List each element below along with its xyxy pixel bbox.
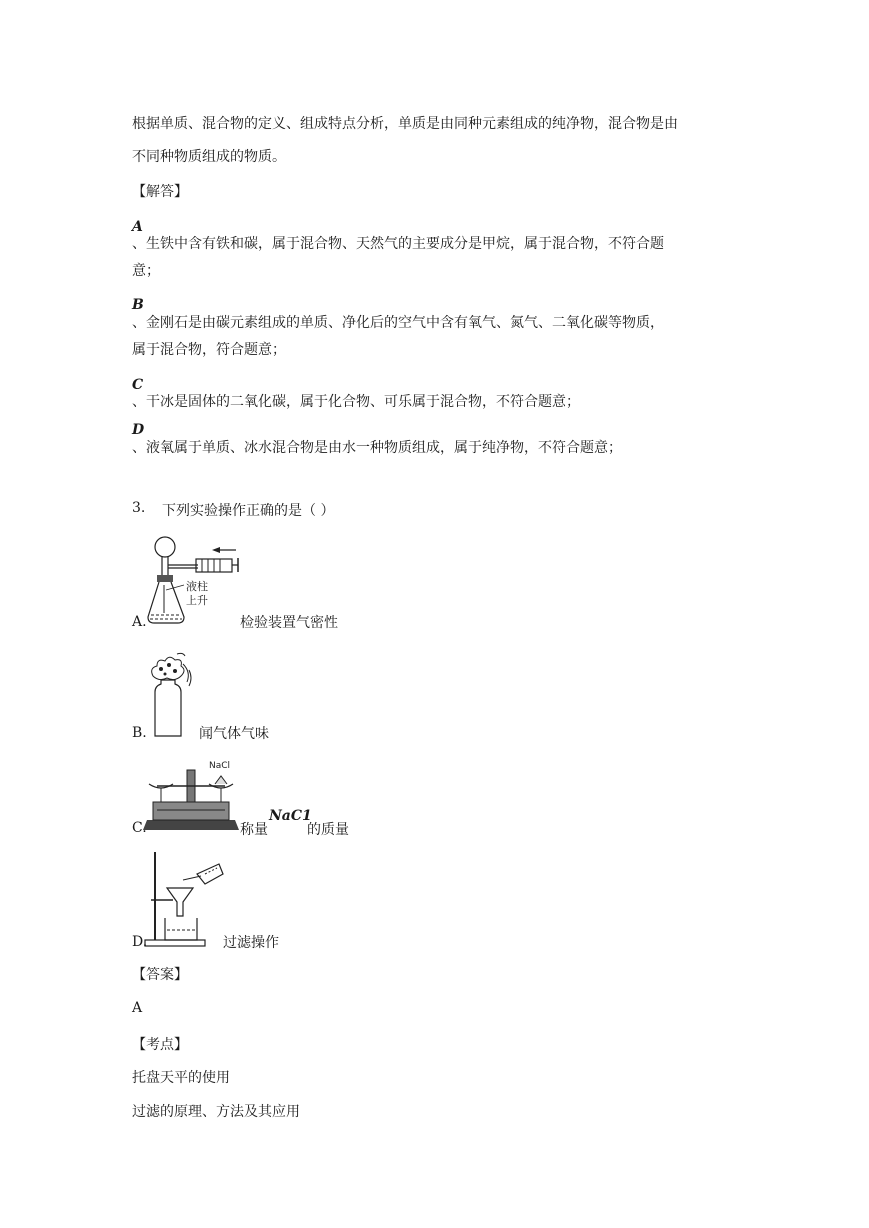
answer-heading: 【答案】: [132, 967, 188, 983]
option-d-line-1: 、液氧属于单质、冰水混合物是由水一种物质组成，属于纯净物，不符合题意；: [132, 440, 622, 456]
question-number: 3.: [132, 500, 146, 516]
option-c-letter: C: [132, 377, 144, 393]
figure-a-label-2: 上升: [186, 594, 208, 607]
choice-c-formula: NaC1: [269, 808, 312, 824]
kaodian-item: 托盘天平的使用: [132, 1070, 230, 1086]
option-b-letter: B: [132, 297, 144, 313]
analysis-line-2: 不同种物质组成的物质。: [132, 149, 286, 165]
choice-c-caption-after: 的质量: [307, 822, 349, 838]
option-a-line-1: 、生铁中含有铁和碳，属于混合物、天然气的主要成分是甲烷，属于混合物，不符合题: [132, 236, 664, 252]
figure-c-balance: [143, 758, 239, 836]
choice-c-caption-before: 称量: [240, 822, 268, 838]
option-b-line-2: 属于混合物，符合题意；: [132, 342, 286, 358]
option-a-letter: A: [132, 219, 143, 235]
choice-a-label: A.: [132, 614, 147, 630]
choice-b-caption: 闻气体气味: [199, 726, 269, 742]
choice-c-label: C.: [132, 820, 147, 836]
figure-d-filtration: [143, 850, 223, 948]
kaodian-heading: 【考点】: [132, 1037, 188, 1053]
solution-heading: 【解答】: [132, 184, 188, 200]
answer-value: A: [132, 1000, 143, 1016]
option-d-letter: D: [132, 422, 145, 438]
choice-d-caption: 过滤操作: [223, 935, 279, 951]
choice-a-caption: 检验装置气密性: [240, 615, 338, 631]
option-c-line-1: 、干冰是固体的二氧化碳，属于化合物、可乐属于混合物，不符合题意；: [132, 394, 580, 410]
choice-d-label: D.: [132, 934, 148, 950]
option-b-line-1: 、金刚石是由碳元素组成的单质、净化后的空气中含有氧气、氮气、二氧化碳等物质，: [132, 315, 664, 331]
figure-b-smell-gas: [145, 652, 205, 740]
figure-a-label-1: 液柱: [186, 580, 208, 593]
question-text: 下列实验操作正确的是（ ）: [162, 503, 335, 519]
analysis-line-1: 根据单质、混合物的定义、组成特点分析，单质是由同种元素组成的纯净物，混合物是由: [132, 116, 678, 132]
choice-b-label: B.: [132, 725, 147, 741]
kaodian-item: 过滤的原理、方法及其应用: [132, 1104, 300, 1120]
figure-c-nacl-label: NaCl: [209, 761, 231, 771]
option-a-line-2: 意；: [132, 263, 160, 279]
figure-a-airtightness: [140, 535, 240, 630]
